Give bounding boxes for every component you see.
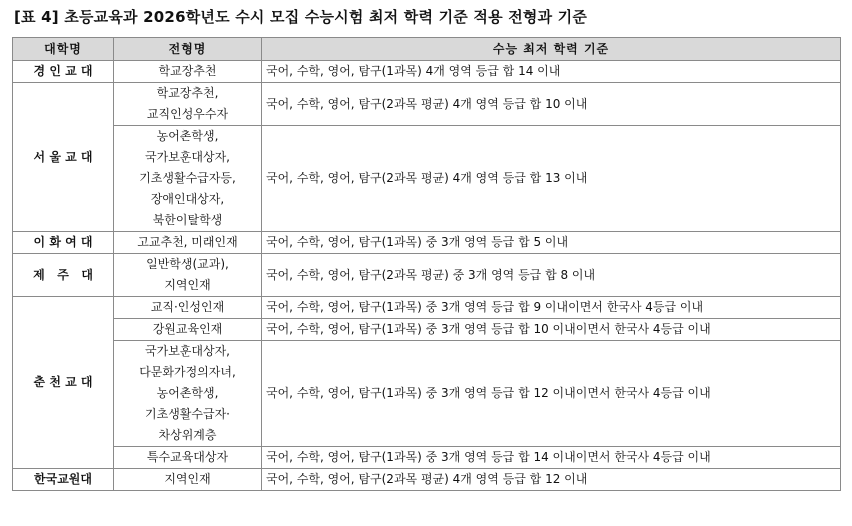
university-name: 경 인 교 대 xyxy=(33,64,93,78)
table-row xyxy=(13,297,841,319)
track-line: 지역인재 xyxy=(164,472,211,486)
track-line: 교직인성우수자 xyxy=(146,107,229,121)
table-header-row xyxy=(13,38,841,61)
track-cell xyxy=(114,232,262,254)
track-cell xyxy=(114,61,262,83)
university-cell xyxy=(13,469,114,491)
track-cell xyxy=(114,297,262,319)
track-line: 고교추천, 미래인재 xyxy=(137,235,238,249)
track-line: 특수교육대상자 xyxy=(146,450,229,464)
criteria-cell: 국어, 수학, 영어, 탐구(1과목) 중 3개 영역 등급 합 14 이내이면서 한국사 4등급 이내 xyxy=(262,447,841,469)
track-line: 국가보훈대상자, xyxy=(145,150,230,164)
table-row xyxy=(13,61,841,83)
track-cell xyxy=(114,254,262,297)
university-name: 서 울 교 대 xyxy=(33,149,93,164)
page-title: [표 4] 초등교육과 2026학년도 수시 모집 수능시험 최저 학력 기준 적용 전형과 기준 xyxy=(14,8,588,26)
header-criteria: 수능 최저 학력 기준 xyxy=(262,38,841,61)
criteria-cell: 국어, 수학, 영어, 탐구(1과목) 중 3개 영역 등급 합 10 이내이면서 한국사 4등급 이내 xyxy=(262,319,841,341)
university-cell xyxy=(13,297,114,469)
track-cell xyxy=(114,319,262,341)
track-line: 농어촌학생, xyxy=(156,129,219,143)
table-row xyxy=(13,83,841,126)
header-university: 대학명 xyxy=(13,38,114,61)
table-row xyxy=(13,232,841,254)
criteria-cell: 국어, 수학, 영어, 탐구(1과목) 4개 영역 등급 합 14 이내 xyxy=(262,61,841,83)
criteria-cell: 국어, 수학, 영어, 탐구(2과목 평균) 4개 영역 등급 합 13 이내 xyxy=(262,126,841,232)
criteria-cell: 국어, 수학, 영어, 탐구(2과목 평균) 4개 영역 등급 합 12 이내 xyxy=(262,469,841,491)
university-cell xyxy=(13,83,114,232)
track-cell xyxy=(114,341,262,447)
table-row xyxy=(13,469,841,491)
university-name: 한국교원대 xyxy=(34,472,92,486)
table-row xyxy=(13,447,841,469)
criteria-cell: 국어, 수학, 영어, 탐구(2과목 평균) 4개 영역 등급 합 10 이내 xyxy=(262,83,841,126)
table-row xyxy=(13,126,841,232)
track-line: 장애인대상자, xyxy=(150,192,225,206)
university-name: 제 주 대 xyxy=(33,267,93,282)
track-line: 학교장추천 xyxy=(158,64,217,78)
table-row xyxy=(13,319,841,341)
university-cell xyxy=(13,61,114,83)
track-line: 기초생활수급자· xyxy=(145,407,230,421)
criteria-cell: 국어, 수학, 영어, 탐구(1과목) 중 3개 영역 등급 합 5 이내 xyxy=(262,232,841,254)
track-line: 강원교육인재 xyxy=(152,322,223,336)
criteria-cell: 국어, 수학, 영어, 탐구(1과목) 중 3개 영역 등급 합 12 이내이면서 한국사 4등급 이내 xyxy=(262,341,841,447)
track-line: 국가보훈대상자, xyxy=(145,344,230,358)
table-row xyxy=(13,341,841,447)
track-line: 차상위계층 xyxy=(158,428,217,442)
track-cell xyxy=(114,126,262,232)
track-line: 학교장추천, xyxy=(156,86,219,100)
criteria-cell: 국어, 수학, 영어, 탐구(1과목) 중 3개 영역 등급 합 9 이내이면서 한국사 4등급 이내 xyxy=(262,297,841,319)
track-cell xyxy=(114,469,262,491)
track-line: 다문화가정의자녀, xyxy=(139,365,236,379)
track-cell xyxy=(114,447,262,469)
university-name: 이 화 여 대 xyxy=(33,235,93,249)
track-line: 교직·인성인재 xyxy=(150,300,225,314)
track-line: 북한이탈학생 xyxy=(152,213,223,227)
track-line: 기초생활수급자등, xyxy=(139,171,236,185)
track-line: 농어촌학생, xyxy=(156,386,219,400)
track-cell xyxy=(114,83,262,126)
table-row xyxy=(13,254,841,297)
track-line: 지역인재 xyxy=(164,278,211,292)
header-track: 전형명 xyxy=(114,38,262,61)
criteria-table xyxy=(12,37,841,491)
university-cell xyxy=(13,232,114,254)
university-name: 춘 천 교 대 xyxy=(33,375,93,389)
university-cell xyxy=(13,254,114,297)
track-line: 일반학생(교과), xyxy=(146,257,229,271)
criteria-cell: 국어, 수학, 영어, 탐구(2과목 평균) 중 3개 영역 등급 합 8 이내 xyxy=(262,254,841,297)
